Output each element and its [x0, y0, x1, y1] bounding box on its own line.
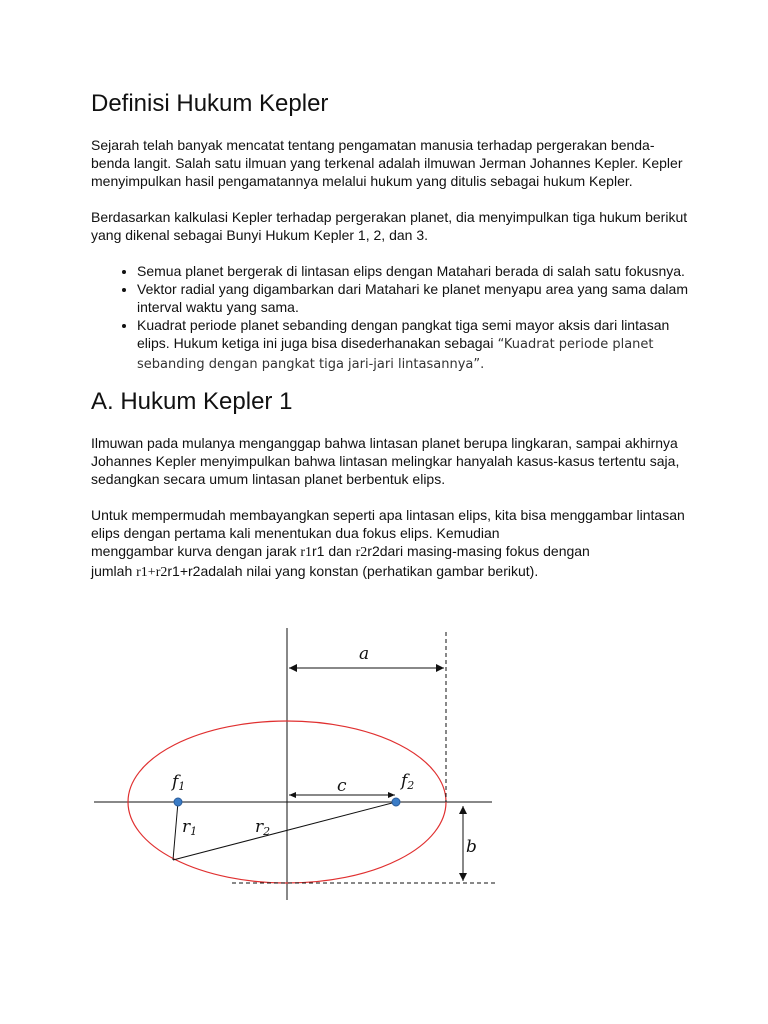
section-heading: A. Hukum Kepler 1: [91, 388, 293, 415]
ellipse-diagram: [0, 620, 768, 910]
para2-text: r2dari masing-masing fokus dengan: [367, 543, 590, 559]
math-r2: r2: [355, 545, 368, 560]
arrowhead: [289, 664, 297, 672]
label-r2-sub: 2: [263, 825, 271, 838]
law3-text: Kuadrat periode planet sebanding dengan pangkat tiga semi mayor aksis dari lintasan elips. Hukum ketiga ini juga bisa disederhanakan sebagai: [137, 317, 670, 351]
label-f2: [399, 771, 414, 792]
label-r2: [255, 817, 270, 838]
list-item: • Semua planet bergerak di lintasan elips dengan Matahari berada di salah satu fokusnya.: [137, 262, 691, 280]
para2-text: r1+r2adalah nilai yang konstan (perhatikan gambar berikut).: [167, 563, 539, 579]
label-r1: [182, 817, 197, 838]
list-item: • Vektor radial yang digambarkan dari Matahari ke planet menyapu area yang sama dalam interval waktu yang sama.: [137, 280, 691, 316]
para2-text: menggambar kurva dengan jarak: [91, 543, 301, 559]
para2-text: r1 dan: [312, 543, 356, 559]
section-paragraph-2: [91, 506, 691, 582]
page-title: Definisi Hukum Kepler: [91, 90, 329, 117]
para2-text: jumlah: [91, 563, 137, 579]
intro-paragraph-2: Berdasarkan kalkulasi Kepler terhadap pergerakan planet, dia menyimpulkan tiga hukum berikut yang dikenal sebagai Bunyi Hukum Kepler 1, 2, dan 3.: [91, 209, 688, 243]
label-f1-sub: 1: [178, 780, 186, 793]
para2-line1: Untuk mempermudah membayangkan seperti apa lintasan elips, kita bisa menggambar lintasan elips dengan pertama kali menentukan dua fokus elips. Kemudian: [91, 507, 685, 541]
focus-2-point: [392, 798, 400, 806]
label-f1: [170, 772, 185, 793]
label-b: b: [466, 837, 477, 857]
math-sum: r1+r2: [136, 565, 168, 580]
focus-1-point: [174, 798, 182, 806]
label-f1-main: f: [172, 772, 179, 792]
r1-segment: [173, 802, 178, 860]
label-a: a: [359, 644, 370, 664]
kepler-laws-list: [91, 262, 691, 374]
arrowhead: [459, 873, 467, 881]
label-r1-main: r: [182, 817, 191, 837]
list-item: [137, 316, 691, 374]
label-r2-main: r: [255, 817, 264, 837]
label-f2-sub: 2: [407, 779, 415, 792]
arrowhead: [436, 664, 444, 672]
r2-segment: [173, 802, 396, 860]
arrowhead: [459, 806, 467, 814]
arrowhead: [289, 792, 296, 798]
document-body: [91, 88, 691, 600]
math-r1: r1: [300, 545, 313, 560]
label-r1-sub: 1: [190, 825, 198, 838]
intro-paragraph: Sejarah telah banyak mencatat tentang pengamatan manusia terhadap pergerakan benda-benda langit. Salah satu ilmuan yang terkenal adalah ilmuwan Jerman Johannes Kepler. Kepler menyimpulkan hasil pengamatannya melalui hukum yang ditulis sebagai hukum Kepler.: [91, 137, 683, 189]
law3-quote: “Kuadrat periode planet sebanding dengan pangkat tiga jari-jari lintasannya”.: [137, 337, 654, 372]
arrowhead: [388, 792, 395, 798]
label-f2-main: f: [401, 771, 408, 791]
section-paragraph: Ilmuwan pada mulanya menganggap bahwa lintasan planet berupa lingkaran, sampai akhirnya Johannes Kepler menyimpulkan bahwa lintasan melingkar hanyalah kasus-kasus tertentu saja, sedangkan secara umum lintasan planet berbentuk elips.: [91, 435, 680, 487]
label-c: c: [337, 776, 347, 796]
